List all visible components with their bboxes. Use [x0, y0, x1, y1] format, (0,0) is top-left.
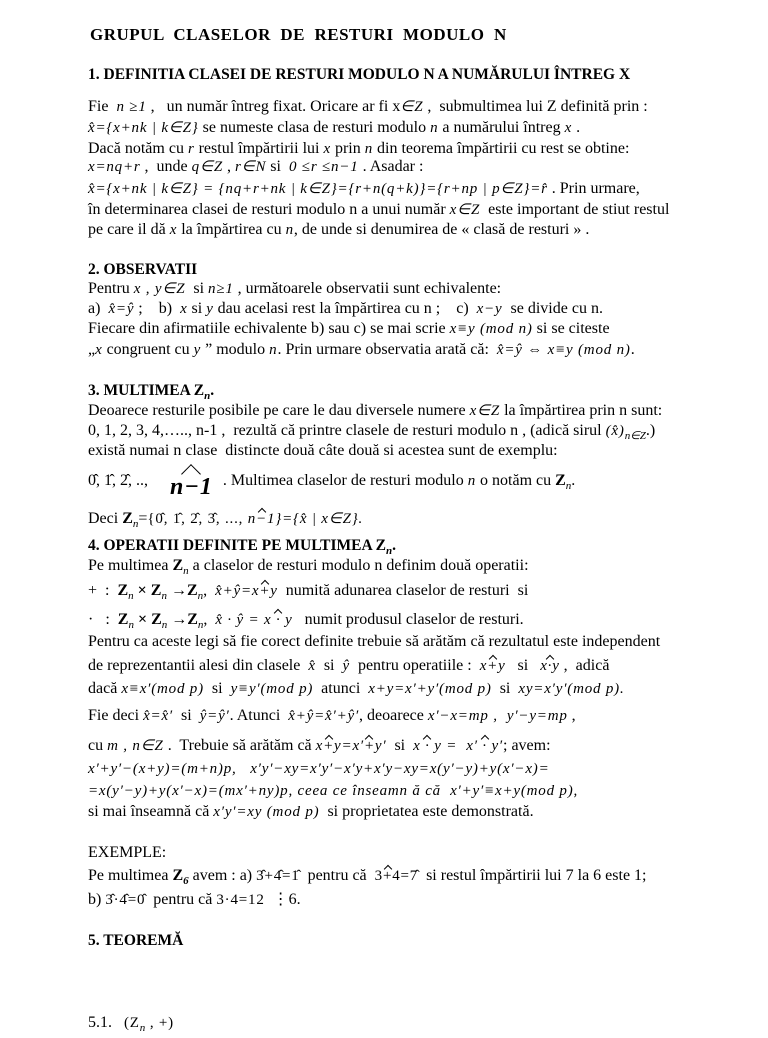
- section-heading: [88, 65, 630, 85]
- body-text: Deoarece resturile posibile pe care le dau diversele numere: [88, 402, 470, 419]
- bold-symbol: ×: [133, 611, 152, 628]
- body-text: ” modulo: [201, 341, 270, 358]
- text-line: [88, 656, 609, 676]
- hatted-expression: x·y: [540, 658, 560, 674]
- body-text: , un număr întreg fixat. Oricare ar fi x: [146, 98, 401, 115]
- section-heading: [88, 931, 183, 951]
- body-text: pe care il dă: [88, 221, 170, 238]
- body-text: . Asadar :: [358, 158, 424, 175]
- body-text: este important de stiut restul: [480, 201, 670, 218]
- math-expression: n: [430, 120, 439, 136]
- hatted-expression: x+y: [251, 583, 278, 599]
- bold-symbol: Z: [117, 611, 129, 628]
- section-heading-text: .: [392, 537, 396, 554]
- subscript: n: [161, 619, 168, 631]
- body-text: si: [203, 680, 231, 697]
- subscript: n: [139, 1022, 146, 1034]
- text-line: [88, 581, 528, 601]
- body-text: dau acelasi rest la împărtirea cu n ; c): [213, 300, 477, 317]
- body-text: .: [572, 119, 581, 136]
- body-text: din teorema împărtirii cu rest se obtine:: [373, 140, 630, 157]
- text-line: [88, 299, 603, 319]
- body-text: →: [167, 611, 188, 628]
- bold-symbol: Z: [187, 611, 198, 628]
- body-text: →: [166, 582, 187, 599]
- body-text: . Trebuie să arătăm că: [163, 737, 316, 754]
- math-expression: y: [206, 301, 214, 317]
- math-expression: x , y∈Z: [133, 281, 186, 297]
- body-text: de reprezentantii alesi din clasele: [88, 657, 309, 674]
- bold-symbol: Z: [172, 557, 184, 574]
- body-text: numită adunarea claselor de resturi si: [277, 582, 529, 599]
- bold-symbol: Z: [555, 472, 566, 489]
- hatted-expression: x′+y′: [352, 738, 387, 754]
- math-expression: =x(y′−y)+y(x′−x)=(mx′+ny)p, ceea ce înseamn ă că x′+y′≡x+y(mod p),: [88, 783, 579, 799]
- body-text: ,: [567, 707, 576, 724]
- body-text: si restul împărtirii lui 7 la 6 este 1;: [418, 867, 647, 884]
- subscript: n: [128, 619, 134, 631]
- text-line: [88, 466, 576, 500]
- text-line: [88, 781, 578, 801]
- body-text: . Prin urmare,: [547, 180, 640, 197]
- subscript: n: [183, 565, 189, 577]
- body-text: ,: [203, 611, 216, 628]
- section-heading-text: .: [210, 382, 215, 399]
- body-text: 0, 1, 2, 3, 4,….., n-1 , rezultă că printre clasele de resturi modulo n , (adică sirul: [88, 422, 606, 439]
- math-expression: x+y=x′+y′(mod p): [368, 681, 492, 697]
- body-text: a claselor de resturi modulo n definim două operatii:: [188, 557, 529, 574]
- bold-symbol: Z: [186, 582, 198, 599]
- math-expression: xy=x′y′(mod p).: [518, 681, 625, 697]
- math-expression: m , n∈Z: [107, 738, 164, 754]
- text-line: [88, 759, 550, 779]
- hatted-expression: x′ · y′: [466, 738, 503, 754]
- body-text: si se citeste: [532, 320, 610, 337]
- body-text: Fie deci: [88, 707, 144, 724]
- body-text: avem : a): [188, 867, 257, 884]
- text-line: [88, 866, 646, 886]
- text-line: [88, 401, 662, 421]
- subscript: n∈Z: [624, 430, 646, 442]
- math-expression: x̂+ŷ=x̂′+ŷ′: [288, 708, 360, 724]
- math-expression: x′+y′−(x+y)=(m+n)p, x′y′−xy=x′y′−x′y+x′y−xy=x(y′−y)+y(x′−x)=: [88, 761, 550, 777]
- math-expression: =: [341, 738, 353, 754]
- text-line: [88, 706, 576, 726]
- body-text: · :: [88, 611, 118, 628]
- math-expression: x: [180, 301, 188, 317]
- math-expression: x−y: [476, 301, 503, 317]
- body-text: si: [505, 657, 541, 674]
- subscript: n: [128, 590, 134, 602]
- body-text: Pentru ca aceste legi să fie corect definite trebuie să arătăm că rezultatul este independent: [88, 633, 661, 650]
- math-expression: ŷ: [342, 658, 350, 674]
- hatted-expression: n−1: [247, 511, 276, 527]
- hatted-expression: x · y: [264, 612, 293, 628]
- body-text: si: [187, 300, 207, 317]
- section-heading: [88, 536, 396, 556]
- math-expression: x̂=x̂′: [143, 708, 174, 724]
- math-expression: }={x̂ | x∈Z}.: [275, 511, 364, 527]
- math-expression: n: [467, 473, 477, 489]
- math-expression: x∈Z: [469, 403, 501, 419]
- bold-symbol: Z: [117, 582, 129, 599]
- body-text: se numeste clasa de resturi modulo: [198, 119, 431, 136]
- text-line: [88, 441, 558, 461]
- math-expression: x̂ · ŷ =: [215, 612, 265, 628]
- math-expression: =: [441, 738, 467, 754]
- math-expression: x̂: [308, 658, 316, 674]
- text-line: [88, 279, 501, 299]
- text-line: [88, 679, 625, 699]
- body-text: congruent cu: [102, 341, 194, 358]
- body-text: .: [630, 341, 635, 358]
- body-text: , adică: [559, 657, 610, 674]
- math-expression: x: [564, 120, 573, 136]
- body-text: Fie: [88, 98, 117, 115]
- body-text: b): [88, 891, 106, 908]
- text-line: [88, 736, 551, 756]
- math-expression: n: [269, 342, 278, 358]
- math-expression: x̂={x+nk | k∈Z} = {nq+r+nk | k∈Z}={r+n(q+k)}={r+np | p∈Z}=r̂: [88, 181, 548, 197]
- body-text: a numărului întreg: [438, 119, 565, 136]
- math-expression: 3̂+4̂=1̂: [256, 868, 300, 884]
- body-text: restul împărtirii lui: [194, 140, 324, 157]
- section-heading: [88, 260, 197, 280]
- bold-symbol: Z: [172, 867, 184, 884]
- subscript: n: [386, 545, 393, 557]
- subscript: 6: [183, 875, 189, 887]
- bold-symbol: ×: [133, 582, 151, 599]
- math-expression: ∈Z: [400, 99, 424, 115]
- body-text: la împărtirea cu: [177, 221, 286, 238]
- text-line: [88, 890, 301, 910]
- body-text: si mai înseamnă că: [88, 803, 214, 820]
- body-text: , deoarece: [359, 707, 428, 724]
- page-title: GRUPUL CLASELOR DE RESTURI MODULO N: [90, 25, 507, 44]
- math-expression: 3̂·4̂=0̂: [105, 892, 146, 908]
- body-text: Pe multimea: [88, 557, 173, 574]
- math-expression: y: [193, 342, 202, 358]
- text-line: [88, 632, 660, 652]
- bold-symbol: Z: [151, 611, 162, 628]
- math-expression: x: [169, 222, 178, 238]
- body-text: se divide cu n.: [502, 300, 603, 317]
- body-text: pentru că: [299, 867, 375, 884]
- text-line: [88, 220, 589, 240]
- text-line: [88, 319, 610, 339]
- body-text: ,: [222, 158, 235, 175]
- body-text: o notăm cu: [476, 472, 556, 489]
- body-text: Dacă notăm cu: [88, 140, 188, 157]
- hatted-expression: n−1: [170, 474, 213, 500]
- body-text: =: [138, 510, 148, 527]
- text-line: [88, 802, 534, 822]
- math-expression: x: [95, 342, 103, 358]
- hatted-expression: x+y: [315, 738, 342, 754]
- math-expression: x: [323, 141, 331, 157]
- body-text: Pe multimea: [88, 867, 173, 884]
- text-line: [88, 118, 580, 138]
- math-expression: ŷ=ŷ′: [199, 708, 230, 724]
- body-text: . Atunci: [229, 707, 289, 724]
- body-text: . Multimea claselor de resturi modulo: [218, 472, 468, 489]
- section-heading-text: 2. OBSERVATII: [88, 261, 198, 278]
- body-text: atunci: [313, 680, 369, 697]
- section-heading: [88, 381, 214, 401]
- body-text: , submultimea lui Z definită prin :: [423, 98, 648, 115]
- subscript: n: [132, 518, 139, 530]
- text-line: [88, 509, 363, 529]
- subscript: n: [197, 619, 204, 631]
- math-expression: x≡y (mod n): [449, 321, 533, 337]
- math-expression: n: [364, 141, 374, 157]
- math-expression: 3·4=12: [216, 892, 265, 908]
- body-text: 5.1.: [88, 1014, 112, 1031]
- body-text: , următoarele observatii sunt echivalente:: [233, 280, 502, 297]
- subscript: n: [565, 480, 572, 492]
- math-expression: x=nq+r: [88, 159, 141, 175]
- math-expression: x̂={x+nk | k∈Z}: [88, 120, 199, 136]
- body-text: ; b): [134, 300, 181, 317]
- text-line: [88, 843, 166, 863]
- body-text: cu: [88, 737, 108, 754]
- body-text: în determinarea clasei de resturi modulo n a unui număr: [88, 201, 450, 218]
- body-text: si proprietatea este demonstrată.: [319, 803, 534, 820]
- math-expression: x′y′=xy (mod p): [213, 804, 320, 820]
- bold-symbol: Z: [122, 510, 133, 527]
- math-expression: x≡x′(mod p): [121, 681, 204, 697]
- hatted-expression: 3+4: [374, 868, 401, 884]
- body-text: .): [645, 422, 656, 439]
- math-expression: x̂+ŷ=: [215, 583, 252, 599]
- body-text: există numai n clase distincte două câte două si acestea sunt de exemplu:: [88, 442, 558, 459]
- text-line: [88, 139, 629, 159]
- math-expression: x̂=ŷ ⇔ x≡y (mod n): [496, 342, 631, 358]
- text-line: [88, 157, 423, 177]
- section-heading-text: 3. MULTIMEA Z: [88, 382, 205, 399]
- text-line: [88, 556, 529, 576]
- subscript: n: [197, 590, 204, 602]
- math-expression: q∈Z: [191, 159, 223, 175]
- body-text: pentru că: [145, 891, 217, 908]
- math-expression: r: [187, 141, 195, 157]
- math-expression: n ≥1: [116, 99, 147, 115]
- body-text: . Prin urmare observatia arată că:: [277, 341, 497, 358]
- body-text: , de unde si denumirea de « clasă de resturi » .: [293, 221, 590, 238]
- body-text: numit produsul claselor de resturi.: [292, 611, 524, 628]
- section-heading-text: 1. DEFINITIA CLASEI DE RESTURI MODULO N A NUMĂRULUI ÎNTREG X: [88, 66, 631, 83]
- subscript: n: [204, 390, 211, 402]
- math-expression: r∈N: [234, 159, 267, 175]
- body-text: a): [88, 300, 109, 317]
- math-expression: (Z: [124, 1015, 140, 1031]
- hatted-expression: x+y: [479, 658, 506, 674]
- hatted-expression: x · y: [413, 738, 442, 754]
- math-expression: n: [285, 222, 294, 238]
- body-text: la împărtirea prin n sunt:: [500, 402, 663, 419]
- math-expression: , +): [145, 1015, 174, 1031]
- truncated-line: [88, 1013, 174, 1034]
- math-expression: x′−x=mp , y′−y=mp: [427, 708, 568, 724]
- text-line: [88, 340, 635, 360]
- math-expression: x∈Z: [449, 202, 481, 218]
- math-expression: x̂=ŷ: [108, 301, 135, 317]
- body-text: Deci: [88, 510, 123, 527]
- body-text: ⋮6.: [264, 891, 301, 908]
- text-line: [88, 179, 640, 199]
- body-text: si: [491, 680, 519, 697]
- body-text: 0̂, 1̂, 2̂, ..,: [88, 472, 156, 489]
- math-expression: =7̂: [400, 868, 419, 884]
- body-text: EXEMPLE:: [88, 844, 167, 861]
- body-text: si: [173, 707, 200, 724]
- body-text: Pentru: [88, 280, 134, 297]
- body-text: , unde: [140, 158, 192, 175]
- body-text: ; avem:: [503, 737, 551, 754]
- math-expression: 0 ≤r ≤n−1: [288, 159, 359, 175]
- body-text: .: [571, 472, 576, 489]
- body-text: si: [386, 737, 414, 754]
- body-text: ,: [203, 582, 216, 599]
- text-line: [88, 421, 655, 441]
- text-line: [88, 200, 669, 220]
- math-expression: {0̂, 1̂, 2̂, 3̂, ...,: [147, 511, 248, 527]
- math-expression: (x̂): [605, 423, 625, 439]
- body-text: „: [88, 341, 96, 358]
- section-heading-text: 5. TEOREMĂ: [88, 932, 184, 949]
- body-text: si: [185, 280, 209, 297]
- body-text: pentru operatiile :: [349, 657, 480, 674]
- math-expression: y≡y′(mod p): [230, 681, 314, 697]
- body-text: dacă: [88, 680, 122, 697]
- body-text: Fiecare din afirmatiile echivalente b) sau c) se mai scrie: [88, 320, 450, 337]
- math-expression: n≥1: [208, 281, 234, 297]
- subscript: n: [161, 590, 167, 602]
- body-text: + :: [88, 582, 118, 599]
- body-text: prin: [330, 140, 365, 157]
- section-heading-text: 4. OPERATII DEFINITE PE MULTIMEA Z: [88, 537, 386, 554]
- text-line: [88, 610, 524, 630]
- body-text: si: [315, 657, 343, 674]
- bold-symbol: Z: [150, 582, 162, 599]
- text-line: [88, 97, 648, 117]
- body-text: si: [266, 158, 289, 175]
